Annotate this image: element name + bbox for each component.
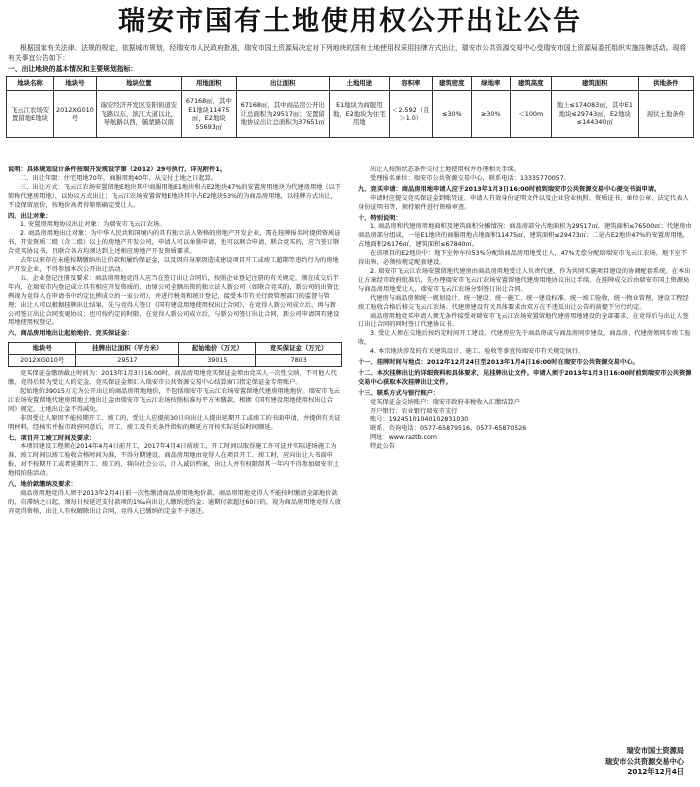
- para-payment: 商品房用地竞得人须于2013年2月4日前一次性缴清商品房用地地价款。商品房用地竞得人不能按时缴清全部地价款的，自滞纳之日起，须每日按延迟支付款项的1‰向出让人缴纳违约金；逾期付款超过60日的，视为商品房用地竞得人放弃竞得资格，出让人有权解除出让合同，竞得人已缴纳的定金不予退还。: [8, 490, 341, 515]
- closing-line: 特此公告: [370, 443, 395, 451]
- cell-listing-area: 29517: [76, 355, 179, 367]
- para-target-1: 1. 安置房用地协议出让对象：为瑞安市飞云江农场。: [20, 221, 166, 229]
- para-deposit-deadline: 竞买保证金缴纳截止时间为：2013年1月3日16:00时。商品房用地竞买保证金须由竞买人一次性交纳，不可他人代缴，竞得后转为受让人的定金，竞买保证金须汇入瑞安市公共资源交易中心结算窗口指定保证金专用账户。: [8, 370, 337, 387]
- parcel-table: [6, 76, 694, 138]
- cell-start-price: 39015: [179, 355, 256, 367]
- issuer-land-bureau: 瑞安市国土资源局: [626, 746, 684, 755]
- signature-block: [605, 746, 684, 778]
- para-contact: 受理报名单位：瑞安市公共资源交易中心，联系电话：13335770057。: [370, 174, 570, 182]
- cell-name: 飞云江农场安置留地E地块: [7, 91, 54, 138]
- right-column: [358, 166, 692, 746]
- cell-floor-area: 地上≤174083㎡，其中E1地块≤29743㎡，E2地块≤144340㎡: [551, 91, 638, 138]
- section-10-title: 十、特别说明：: [358, 214, 402, 222]
- cell-parcel-id: 2012XG010号: [9, 355, 76, 367]
- para-special-2: 在该项目的E2地块中：地下室停车位53%分配给商品房用地受让人，47%无偿分配给瑞安市飞云江农场，地下室不得出售，必须按规定配套建设。: [358, 250, 687, 267]
- para-delivery: 出让人按照状态条件交付土地使用权并办理相关手续。: [370, 166, 520, 173]
- para-special-7: 4. 本宗地块涉及的有关建筑设计、施工、验收等事宜按瑞安市有关规定执行。: [370, 348, 585, 356]
- cell-condition: 现状土地条件: [638, 91, 693, 138]
- body-columns: [8, 166, 692, 746]
- issue-date: 2012年12月4日: [627, 767, 684, 776]
- para-special-4: 代建房与商品房须统一规划设计、统一建设、统一施工、统一建设标准、统一竣工验收，统一物业管理，建设工程经竣工验收合格后移交飞云江农场。代建房建设有关具体要求由双方在不违反出让公告的前提下另行约定。: [358, 294, 689, 311]
- section-1-title: 一、出让地块的基本情况和主要规划指标：: [8, 65, 138, 73]
- cell-location: 瑞安经济开发区安阳街道安飞路以东，滨江大道以北，导航路以西，毓蒙路以南: [96, 91, 181, 138]
- planning-note: 说明：具体规划设计条件按瑞开发规设字第（2012）29号执行，详见附件1。: [8, 166, 226, 173]
- para-schedule: 本项目建设工程须在2014年4月4日前开工，2017年4月4日前竣工，开工时间以取得施工许可证并实际进场施工为准，竣工时间以竣工验收合格时间为准，不得分期建设。商品房用地由竞得人在项目开工、竣工时，应向出让人书面申报，对不按期开工或者延期开工、竣工的，将向社会公示，计入诚信档案，出让人并有权限制其一年内不得参加瑞安市土地招拍挂活动。: [8, 443, 340, 478]
- intro-paragraph: 根据国家有关法律、法规的规定，依据城市规划，经瑞安市人民政府批准，瑞安市国土资源局决定对下列地块的国有土地使用权采用挂牌方式出让，瑞安市公共资源交易中心受瑞安市国土资源局委托组织实施挂牌活动。现将有关事宜公告如下：: [8, 44, 687, 62]
- cell-land-area: 67168㎡，其中E1地块11475㎡，E2地块55693㎡: [181, 91, 236, 138]
- bank-name-line: 开户银行：农业银行瑞安市支行: [370, 407, 458, 415]
- issuer-trading-center: 瑞安市公共资源交易中心: [604, 756, 684, 766]
- th-height: 建筑高度: [510, 77, 551, 91]
- th-floor-area: 建筑面积: [551, 77, 638, 91]
- th-parcel-id: 地块号: [9, 343, 76, 355]
- para-start-price: 起始地价39015万元为公开出让的商品房用地地价，不包括瑞安市飞云江农场安置留地代建房用地地价。瑞安市飞云江农场安置留地代建房用地土地出让金由瑞安市飞云江农场按照标准每平方米缴款，根据《国有建设用地使用权出让合同》规定，土地出让金不得减免。: [8, 388, 340, 413]
- section-7-title: 七、项目开工竣工时间及要求：: [8, 434, 96, 442]
- cell-density: ≤30%: [432, 91, 471, 138]
- th-land-area: 用地面积: [181, 77, 236, 91]
- th-location: 地块位置: [96, 77, 181, 91]
- cell-green: ≥30%: [471, 91, 510, 138]
- price-table-header: [9, 343, 342, 355]
- section-13-title: 十三、联系方式与银行账户：: [358, 389, 440, 397]
- cell-use: E1地块为商服用地，E2地块为住宅用地: [329, 91, 389, 138]
- cell-transfer-area: 67168㎡，其中商品房公开出让总面积为29517㎡；安置留地协议出让总面积为37651㎡: [236, 91, 329, 138]
- left-column: [8, 166, 342, 746]
- th-deposit: 竞买保证金（万元）: [256, 343, 342, 355]
- th-listing-area: 挂牌出让面积（平方米）: [76, 343, 179, 355]
- section-8-title: 八、地价款缴纳及要求：: [8, 481, 77, 489]
- th-density: 建筑密度: [432, 77, 471, 91]
- para-application: 申请时应提交竞买保证金到账凭证、申请人有效身份证明文件以及企业营业执照、资质证书、单位公章、法定代表人身份证明书等，须持原件进行资格审查。: [358, 194, 689, 211]
- website-line: 网址：www.raztb.com: [370, 434, 437, 442]
- table-row: [7, 91, 694, 138]
- price-table: [8, 342, 342, 367]
- para-term: 二、出让年限：住宅用地70年，商服用地40年，从交付土地之日起算。: [20, 174, 218, 182]
- table-row: [9, 355, 342, 367]
- th-green: 绿地率: [471, 77, 510, 91]
- para-special-3: 2. 瑞安市飞云江农场安置留地代建房由商品房用地受让人负责代建，作为共同实施项目建设的协调配套系统。在本出让方案经市政府批准后，先办理瑞安市飞云江农场安置留地代建房用地协议出让手续，在挂牌成交后由瑞安市国土资源局与商品房用地受让人、瑞安市飞云江农场分别签订出让合同。: [358, 267, 691, 293]
- cell-height: ＜100m: [510, 91, 551, 138]
- para-delay: 非因受让人原因不能按期开工、竣工的，受让人应提前30日向出让人提出延期开工或竣工的书面申请，并提供有关证明材料，经核实并报市政府同意后，开工、竣工及有关条件指标的顺延方可按实际延误时间顺延。: [8, 414, 341, 431]
- section-6-title: 六、商品房用地出让起始地价、竞买保证金：: [8, 330, 133, 338]
- cell-id: 2012XG010号: [54, 91, 97, 138]
- page-title: 瑞安市国有土地使用权公开出让公告: [118, 6, 582, 37]
- para-target-3: 去年以来存在未能按期缴纳出让价款和履约保证金，以及因自身原因造成建设项目开工或竣工超期等违约行为的房地产开发企业，不得参加本次公开出让活动。: [8, 257, 339, 273]
- th-start-price: 起始地价（万元）: [179, 343, 256, 355]
- section-11-title: 十一、挂牌时间与地点：2012年12月24日至2013年1月4日16:00时在瑞安市公共资源交易中心。: [358, 359, 639, 367]
- section-9-title: 九、竞买申请：商品房用地申请人应于2013年1月3日16:00时前到瑞安市公共资源交易中心提交书面申请。: [358, 185, 661, 193]
- para-special-1: 1. 商品房和代建房用地面积及建筑面积分摊情况：商品房部分占地面积为29517㎡，建筑面积≤76500㎡；代建房由商品房部分组成，一是E1地块的商服用地占地面积11475㎡，建筑面积≤29473㎡；二是占E2地块47%的安置房用地，占地面积26176㎡，建筑面积≤67840㎡。: [358, 223, 692, 249]
- section-12-title: 十二、本次挂牌出让的详细资料和具体要求，见挂牌出让文件。申请人须于2013年1月3日16:00时前到瑞安市公共资源交易中心获取本次挂牌出让文件。: [358, 369, 692, 386]
- bank-number-line: 账号：19245101040102831030: [370, 416, 469, 424]
- bank-account-line: 竞买保证金交纳账户：瑞安市政府非税收入汇缴结算户: [370, 398, 520, 406]
- cell-far: ＜2.592（且＞1.0）: [389, 91, 432, 138]
- para-registration: 五、企业登记注册及要求：商品房用地竞得人应当在签订出让合同后，按照企业登记注册的有关规定，须在成交后半年内，在瑞安市内登记成立具有相应开发资质的、由原公司全额出资的独立法人新公司（如联合竞买的，新公司的出资比例视为竞得人在申请书中约定比例成立的一家公司），并进行税务和统计登记，接受本市有关行政管理部门的监督与管理；出让人可以根据挂牌出让结果，先与竞得人签订《国有建设用地使用权出让合同》，在竞得人新公司成立后，再与新公司签订出让合同变更协议；也可按约定的时限，在竞得人新公司成立后，与新公司签订出让合同，新公司申请国有建设用地使用权登记。: [8, 274, 340, 327]
- th-use: 土地用途: [329, 77, 389, 91]
- th-id: 地块号: [54, 77, 97, 91]
- th-transfer-area: 出让面积: [236, 77, 329, 91]
- para-target-2: 2. 商品房用地出让对象：为中华人民共和国境内的具有独立法人资格的房地产开发企业，需在挂牌报名时提供资质证书，开发资质二级（含二级）以上的房地产开发公司，申请人可以单独申请，也可以联合申请，联合竞买的，应当签订联合竞买协议书，且联合各方均须达到上述相应房地产开发资质要求。: [8, 230, 341, 256]
- cell-deposit: 7803: [256, 355, 342, 367]
- parcel-table-header: [7, 77, 694, 91]
- th-name: 地块名称: [7, 77, 54, 91]
- para-method: 三、出让方式：飞云江农场安置留地E地块其中商服用地E1地块和占E2地块47%的安置房用地块为代建房用地（以下简称代建房用地），以协议方式出让；飞云江农场安置留地E地块其中占E2地块53%的为商品房用地，以挂牌方式出让，不设保留底价，按地价高者得原则确定受让人。: [8, 183, 342, 209]
- th-condition: 供地条件: [638, 77, 693, 91]
- th-far: 容积率: [389, 77, 432, 91]
- para-special-6: 3. 受让人须在交地后按约定时间开工建设。代建房应先于商品房或与商品房同步建设，商品房、代建房须同步竣工验收。: [358, 330, 691, 347]
- phone-line: 联系、咨询电话：0577-65879516，0577-65870526: [370, 425, 527, 433]
- para-special-5: 商品房用地竞买申请人须无条件接受对瑞安市飞云江农场安置留地代建房用地建设的全部要求，在竞得后与出让人签订出让合同的同时签订代建协议书。: [358, 312, 689, 329]
- section-4-title: 四、出让对象：: [8, 212, 52, 220]
